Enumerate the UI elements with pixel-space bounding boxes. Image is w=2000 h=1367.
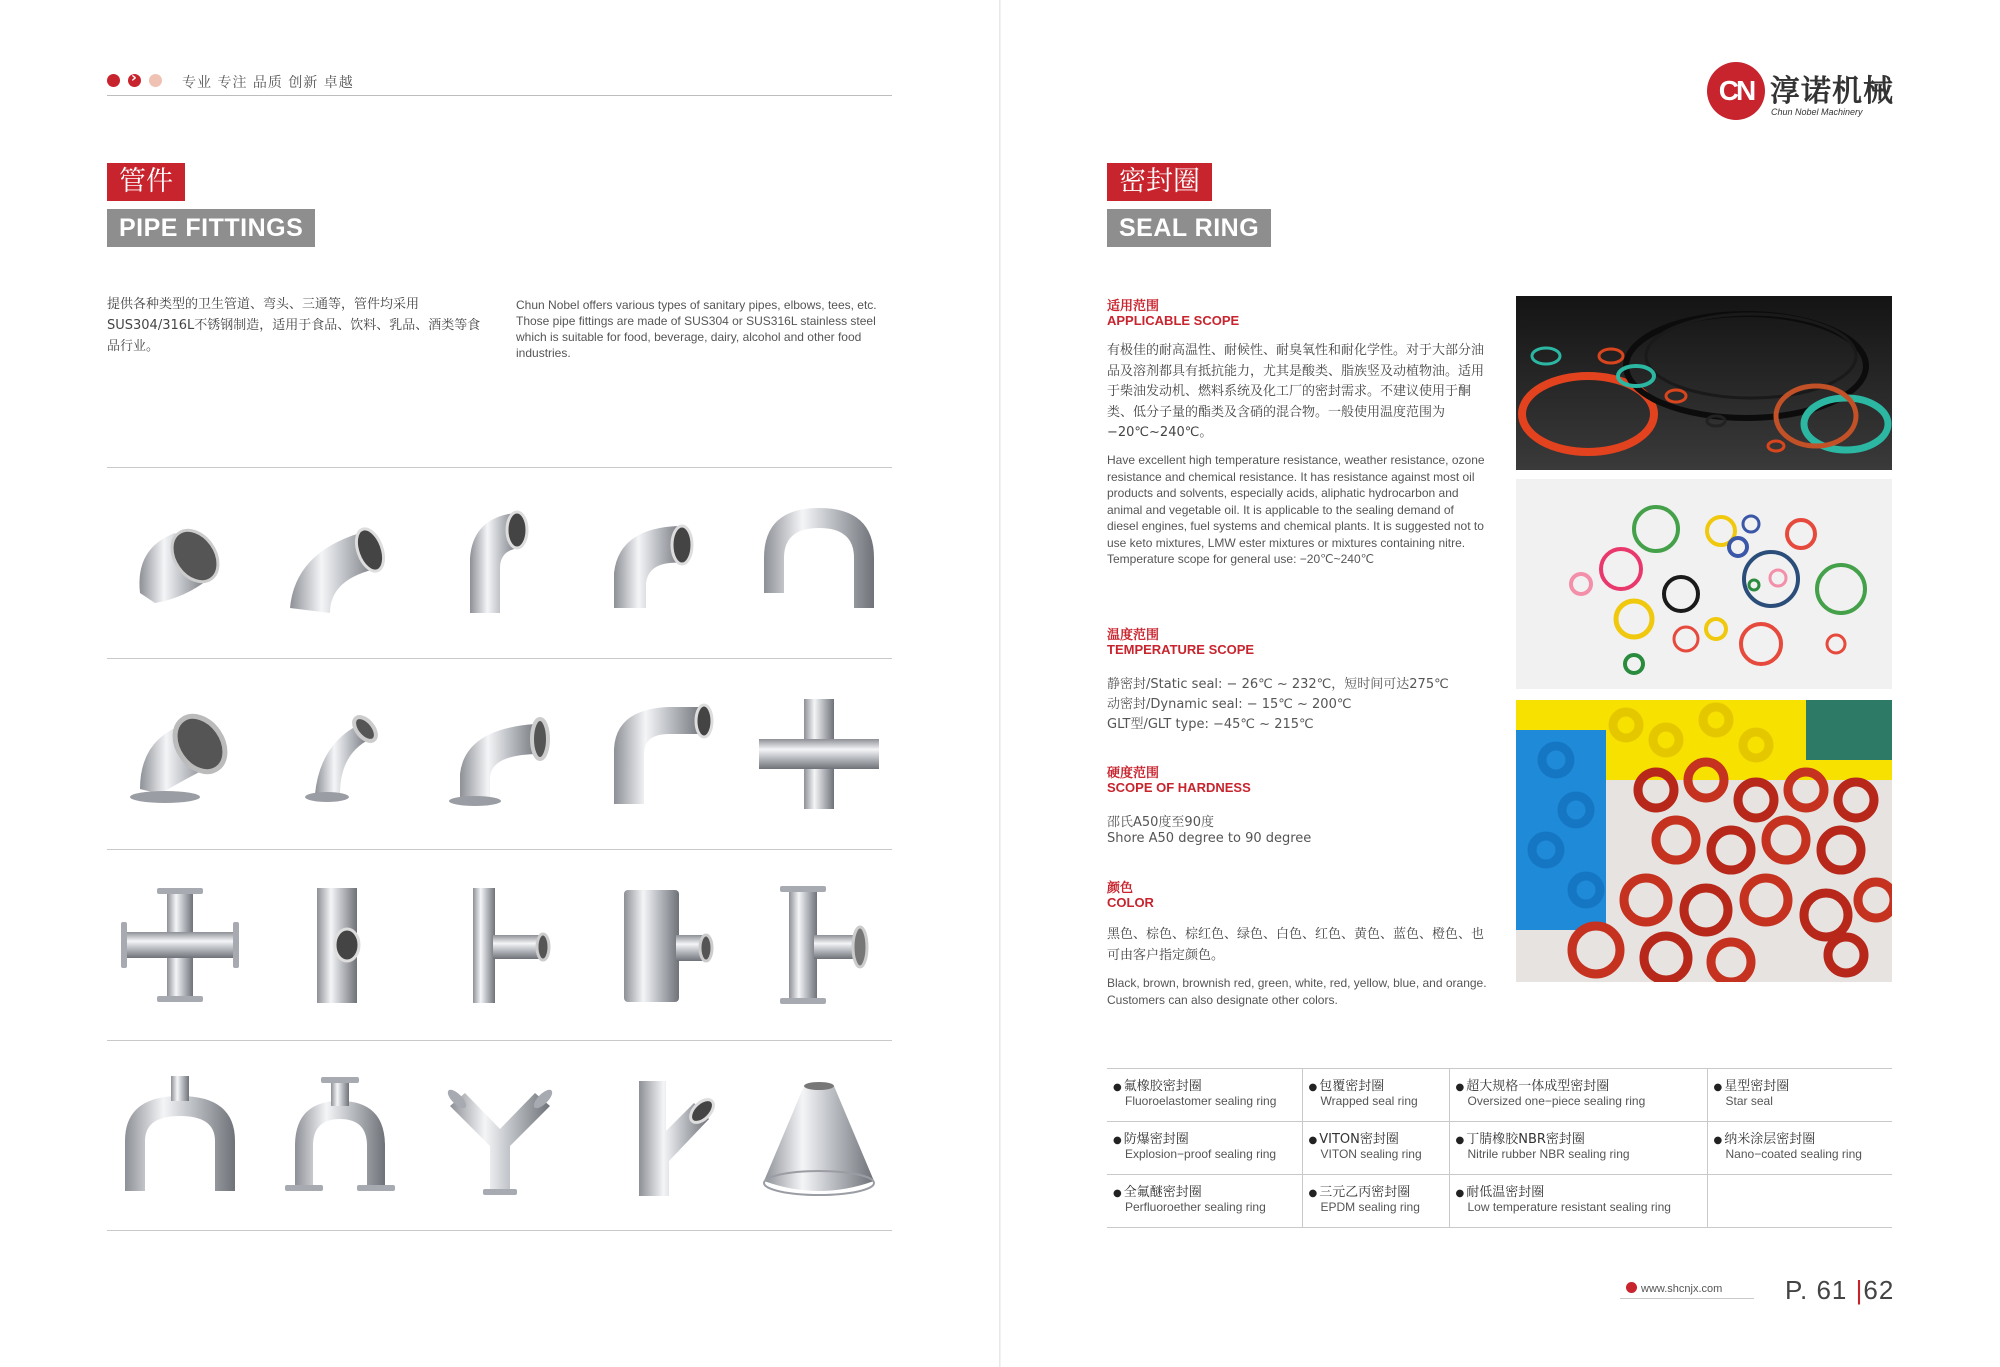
seal-type-en: Fluoroelastomer sealing ring <box>1125 1094 1277 1108</box>
fittings-row <box>107 1040 892 1231</box>
clamp-tee-icon <box>754 880 884 1010</box>
clamp-elbow-90-long-icon <box>594 689 724 819</box>
applicable-label-en: APPLICABLE SCOPE <box>1107 313 1240 328</box>
u-bend-icon <box>754 498 884 628</box>
slogan: 专业 专注 品质 创新 卓越 <box>182 75 354 91</box>
y-tee-clamp-icon <box>435 1071 565 1201</box>
table-row <box>1107 1122 1892 1175</box>
seal-type-cn: ● 氟橡胶密封圈 <box>1113 1075 1296 1094</box>
seal-type-en: Oversized one−piece sealing ring <box>1467 1094 1646 1108</box>
seal-type-cn: ● 包覆密封圈 <box>1309 1075 1443 1094</box>
seal-type-cn: ● 超大规格一体成型密封圈 <box>1456 1075 1701 1094</box>
elbow-90-long-icon <box>594 498 724 628</box>
page-separator: | <box>1855 1275 1864 1305</box>
globe-icon <box>1626 1282 1637 1293</box>
hardness-en: Shore A50 degree to 90 degree <box>1107 831 1312 846</box>
fittings-row <box>107 467 892 658</box>
logo-mark: CN <box>1707 62 1765 120</box>
seal-type-en: Explosion−proof sealing ring <box>1125 1147 1277 1161</box>
elbow-90-short-icon <box>435 498 565 628</box>
logo-name-cn: 淳诺机械 <box>1770 74 1894 109</box>
table-cell <box>1302 1175 1449 1228</box>
y-tee-icon <box>594 1071 724 1201</box>
clamp-cross-icon <box>115 880 245 1010</box>
elbow-90-icon <box>275 498 405 628</box>
intro-text-en: Chun Nobel offers various types of sanitary pipes, elbows, tees, etc. Those pipe fittings are made of SUS304 or SUS316L stainless steel which is suitable for food, beverage, dairy, alcohol and other food industries. <box>516 298 877 360</box>
table-cell <box>1449 1069 1707 1122</box>
seal-type-en: Star seal <box>1725 1094 1773 1108</box>
seal-type-en: Low temperature resistant sealing ring <box>1467 1200 1671 1214</box>
fittings-row <box>107 658 892 849</box>
seal-type-en: Perfluoroether sealing ring <box>1125 1200 1266 1214</box>
temperature-label-en: TEMPERATURE SCOPE <box>1107 642 1255 657</box>
seal-type-en: VITON sealing ring <box>1320 1147 1422 1161</box>
table-row <box>1107 1175 1892 1228</box>
seal-type-cn: ● 防爆密封圈 <box>1113 1128 1296 1147</box>
temperature-glt: GLT型/GLT type: −45℃ ~ 215℃ <box>1107 717 1314 732</box>
hardness-label-cn: 硬度范围 <box>1107 766 1160 781</box>
arrow-dot-icon <box>128 74 141 87</box>
clamp-elbow-45-small-icon <box>275 689 405 819</box>
concentric-reducer-icon <box>754 1071 884 1201</box>
temperature-dynamic: 动密封/Dynamic seal: − 15℃ ~ 200℃ <box>1107 697 1352 712</box>
oring-photo-dark <box>1516 296 1892 470</box>
seal-types-table <box>1107 1068 1892 1228</box>
seal-type-en: Nitrile rubber NBR sealing ring <box>1467 1147 1630 1161</box>
applicable-label-cn: 适用范围 <box>1107 299 1160 314</box>
table-cell <box>1107 1175 1302 1228</box>
color-label-cn: 颜色 <box>1107 881 1134 896</box>
table-cell <box>1707 1069 1892 1122</box>
applicable-text-cn: 有极佳的耐高温性、耐候性、耐臭氧性和耐化学性。对于大部分油品及溶剂都具有抵抗能力，尤其是酸类、脂族竖及动植物油。适用于柴油发动机、燃料系统及化工厂的密封需求。不建议使用于酮类、低分子量的酯类及含硝的混合物。一般使用温度范围为−20℃~240℃。 <box>1107 343 1485 440</box>
logo-name-en: Chun Nobel Machinery <box>1771 107 1863 117</box>
seal-type-cn: ● 耐低温密封圈 <box>1456 1181 1701 1200</box>
weld-tee-icon <box>435 880 565 1010</box>
color-text-cn: 黑色、棕色、棕红色、绿色、白色、红色、黄色、蓝色、橙色、也可由客户指定颜色。 <box>1107 927 1485 963</box>
section-title-en: SEAL RING <box>1107 209 1271 247</box>
table-cell <box>1449 1122 1707 1175</box>
seal-type-cn: ● 三元乙丙密封圈 <box>1309 1181 1443 1200</box>
dot-icon <box>107 74 120 87</box>
seal-type-cn: ● 全氟醚密封圈 <box>1113 1181 1296 1200</box>
section-title-cn: 管件 <box>107 163 185 201</box>
oring-photo-bulk <box>1516 700 1892 982</box>
table-cell <box>1107 1122 1302 1175</box>
fittings-row <box>107 849 892 1040</box>
page-left-number: P. 61 <box>1785 1275 1848 1305</box>
cross-icon <box>754 689 884 819</box>
weld-tee-reduce-icon <box>275 880 405 1010</box>
table-cell <box>1107 1069 1302 1122</box>
table-cell <box>1707 1175 1892 1228</box>
table-row <box>1107 1069 1892 1122</box>
table-cell <box>1302 1069 1449 1122</box>
page-number <box>1785 1275 1894 1306</box>
intro-text-cn: 提供各种类型的卫生管道、弯头、三通等，管件均采用SUS304/316L不锈钢制造，适用于食品、饮料、乳品、酒类等食品行业。 <box>107 297 481 354</box>
seal-type-en: Wrapped seal ring <box>1320 1094 1418 1108</box>
oring-photo-colorful <box>1516 479 1892 689</box>
section-title-cn: 密封圈 <box>1107 163 1212 201</box>
color-label-en: COLOR <box>1107 895 1154 910</box>
seal-type-en: EPDM sealing ring <box>1320 1200 1420 1214</box>
u-tee-icon <box>115 1071 245 1201</box>
seal-type-cn: ● 丁腈橡胶NBR密封圈 <box>1456 1128 1701 1147</box>
reducing-tee-icon <box>594 880 724 1010</box>
elbow-45-icon <box>115 498 245 628</box>
header-bar <box>107 70 892 96</box>
header-dots <box>107 74 162 87</box>
table-cell <box>1449 1175 1707 1228</box>
seal-type-cn: ● 星型密封圈 <box>1714 1075 1887 1094</box>
dot-icon <box>149 74 162 87</box>
temperature-label-cn: 温度范围 <box>1107 628 1160 643</box>
color-text-en: Black, brown, brownish red, green, white, red, yellow, blue, and orange. Customers can also designate other colors. <box>1107 976 1487 1007</box>
website-url[interactable] <box>1620 1282 1754 1299</box>
table-cell <box>1707 1122 1892 1175</box>
clamp-elbow-45-icon <box>115 689 245 819</box>
url-text: www.shcnjx.com <box>1641 1283 1723 1295</box>
fittings-grid <box>107 467 892 1231</box>
seal-type-cn: ● 纳米涂层密封圈 <box>1714 1128 1887 1147</box>
seal-type-cn: ● VITON密封圈 <box>1309 1128 1443 1147</box>
hardness-cn: 邵氏A50度至90度 <box>1107 815 1214 830</box>
section-title-en: PIPE FITTINGS <box>107 209 315 247</box>
applicable-text-en: Have excellent high temperature resistance, weather resistance, ozone resistance and chemical resistance. It has resistance against most oil products and solvents, especially acids, aliphatic hydrocarbon and animal and vegetable oil. It is applicable to the sealing demand of diesel engines, fuel systems and chemical plants. It is suggested not to use keto mixtures, LMW ester mixtures or mixtures containing nitre. Temperature scope for general use: −20℃~240℃ <box>1107 453 1485 566</box>
seal-type-en: Nano−coated sealing ring <box>1725 1147 1862 1161</box>
hardness-label-en: SCOPE OF HARDNESS <box>1107 780 1251 795</box>
table-cell <box>1302 1122 1449 1175</box>
page-right-number: 62 <box>1863 1275 1895 1305</box>
clamp-u-tee-icon <box>275 1071 405 1201</box>
temperature-static: 静密封/Static seal: − 26℃ ~ 232℃，短时间可达275℃ <box>1107 677 1449 692</box>
page-spine <box>999 0 1001 1367</box>
clamp-elbow-90-icon <box>435 689 565 819</box>
brand-logo <box>1707 62 1897 126</box>
